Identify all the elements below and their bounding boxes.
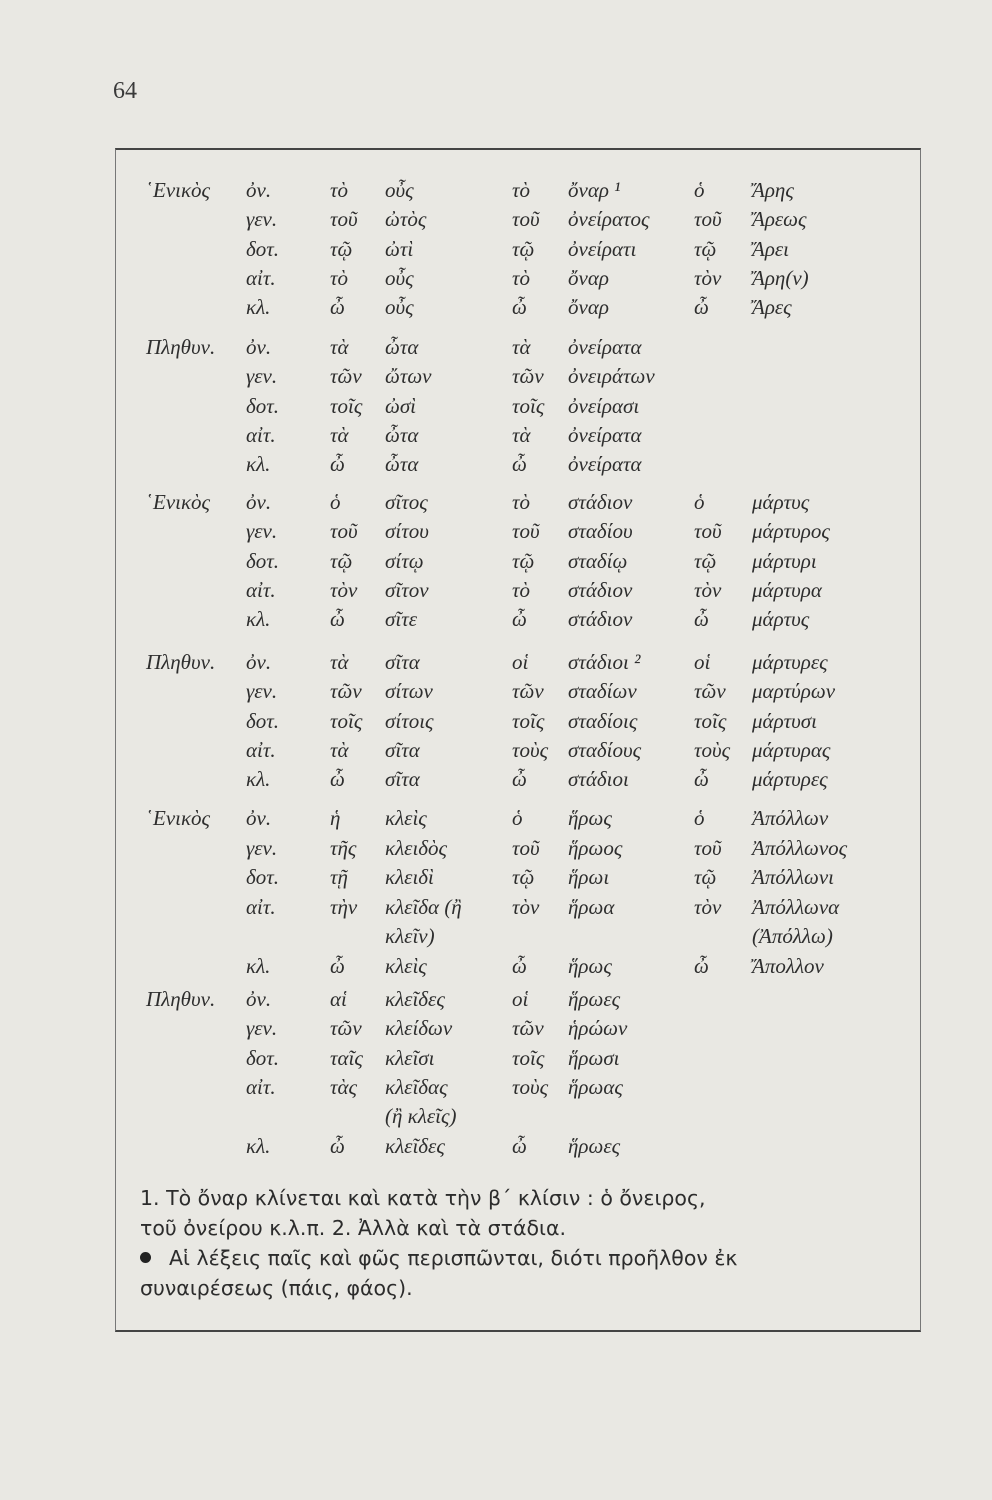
cell-noun1: σῖτα [385,650,420,674]
cell-noun1: κλεῖδες [385,1134,445,1158]
cell-art3: ὁ [694,178,705,202]
cell-noun2: ἥρωος [568,836,623,860]
cell-case: γεν. [246,1016,278,1040]
cell-art1: τοῦ [330,207,358,231]
cell-noun2: ἥρωες [568,1134,621,1158]
cell-noun2: σταδίῳ [568,549,628,573]
cell-case: δοτ. [246,394,280,418]
cell-art2: τοῦ [512,836,540,860]
cell-noun1: (ἢ κλεῖς) [385,1104,457,1128]
cell-art2: τῶν [512,364,544,388]
cell-art2: τὸ [512,490,531,514]
cell-art3: τοῦ [694,836,722,860]
cell-noun3: Ἄρες [752,295,792,319]
cell-art2: ὦ [512,954,527,978]
cell-noun1: σίτῳ [385,549,424,573]
cell-art2: τοὺς [512,738,549,762]
cell-art2: ὦ [512,1134,527,1158]
footnote-note-line-1 [140,1243,900,1273]
cell-label: Πληθυν. [146,987,216,1011]
cell-art2: τοῖς [512,1046,545,1070]
cell-art2: ὦ [512,295,527,319]
cell-noun1: οὖς [385,266,414,290]
cell-art2: τῷ [512,237,535,261]
cell-art3: τοῖς [694,709,727,733]
cell-noun2: στάδιοι ² [568,650,641,674]
cell-case: γεν. [246,519,278,543]
cell-noun2: ἥρωα [568,895,615,919]
cell-noun2: ὄναρ [568,266,609,290]
footnotes [140,1183,900,1303]
cell-art2: τὰ [512,423,531,447]
cell-noun1: σίτων [385,679,433,703]
footnote-note-line-2: συναιρέσεως (πάις, φάος). [140,1276,413,1300]
cell-art2: τῶν [512,1016,544,1040]
cell-noun2: ὀνείρατα [568,423,642,447]
cell-noun1: κλεῖν) [385,924,435,948]
cell-art1: ὁ [330,490,341,514]
cell-art2: τῷ [512,865,535,889]
cell-art2: τοῦ [512,207,540,231]
cell-case: δοτ. [246,1046,280,1070]
cell-noun3: Ἀπόλλων [752,806,829,830]
cell-noun3: μαρτύρων [752,679,836,703]
cell-art1: ταῖς [330,1046,363,1070]
cell-noun1: κλείδων [385,1016,453,1040]
cell-case: αἰτ. [246,895,276,919]
cell-art3: ὦ [694,954,709,978]
cell-art2: ὁ [512,806,523,830]
cell-noun2: ὄναρ ¹ [568,178,621,202]
cell-noun2: στάδιοι [568,767,629,791]
cell-art3: τὸν [694,266,722,290]
cell-noun1: κλεῖδα (ἢ [385,895,462,919]
cell-noun3: Ἀπόλλωνι [752,865,835,889]
cell-art1: τῶν [330,364,362,388]
cell-noun1: σῖτε [385,607,417,631]
cell-noun3: Ἀπόλλωνα [752,895,840,919]
cell-art1: τοῦ [330,519,358,543]
cell-noun1: κλειδὶ [385,865,434,889]
cell-noun1: οὖς [385,178,414,202]
cell-noun2: ὀνείρατα [568,452,642,476]
cell-noun1: σίτου [385,519,429,543]
cell-art3: τοὺς [694,738,731,762]
cell-noun1: ὠτὶ [385,237,414,261]
cell-noun1: ὦτα [385,335,419,359]
cell-noun3: μάρτυς [752,490,810,514]
cell-case: κλ. [246,954,271,978]
cell-label: Πληθυν. [146,650,216,674]
cell-art2: τοῦ [512,519,540,543]
cell-art1: ὦ [330,954,345,978]
cell-noun1: κλεὶς [385,806,427,830]
cell-case: κλ. [246,295,271,319]
cell-art1: τὰ [330,423,349,447]
cell-noun3: Ἄπολλον [752,954,824,978]
cell-art1: τῇ [330,865,348,889]
cell-art1: ὦ [330,1134,345,1158]
cell-noun1: σίτοις [385,709,434,733]
cell-case: ὀν. [246,335,272,359]
cell-art3: τῶν [694,679,726,703]
cell-case: κλ. [246,452,271,476]
cell-art2: τὸν [512,895,540,919]
cell-noun2: ἥρωσι [568,1046,620,1070]
cell-art1: τοῖς [330,394,363,418]
cell-case: ὀν. [246,806,272,830]
cell-art1: ὦ [330,767,345,791]
cell-case: ὀν. [246,178,272,202]
cell-noun3: (Ἀπόλλω) [752,924,833,948]
cell-noun1: σῖτον [385,578,429,602]
cell-art1: τοῖς [330,709,363,733]
cell-case: δοτ. [246,549,280,573]
cell-noun2: ἥρως [568,954,612,978]
cell-art2: τῶν [512,679,544,703]
cell-case: δοτ. [246,237,280,261]
cell-art3: ὦ [694,295,709,319]
cell-noun3: Ἀπόλλωνος [752,836,848,860]
cell-art2: ὦ [512,452,527,476]
cell-noun2: ὀνείρατα [568,335,642,359]
cell-case: αἰτ. [246,266,276,290]
cell-noun2: στάδιον [568,490,633,514]
cell-noun3: Ἄρης [752,178,794,202]
cell-noun2: ὀνείρασι [568,394,640,418]
cell-case: ὀν. [246,490,272,514]
cell-art1: τῷ [330,237,353,261]
cell-case: δοτ. [246,709,280,733]
cell-art1: τὸ [330,178,349,202]
cell-art1: αἱ [330,987,347,1011]
cell-noun1: οὖς [385,295,414,319]
cell-noun3: μάρτυρας [752,738,831,762]
cell-art3: τοῦ [694,519,722,543]
cell-case: γεν. [246,207,278,231]
cell-art3: τὸν [694,895,722,919]
cell-art3: ὁ [694,490,705,514]
cell-art1: τῷ [330,549,353,573]
cell-art2: τοῖς [512,394,545,418]
cell-art2: τοὺς [512,1075,549,1099]
cell-art1: τῶν [330,1016,362,1040]
cell-label: ῾Ενικὸς [146,806,211,830]
cell-case: γεν. [246,679,278,703]
cell-noun2: στάδιον [568,607,633,631]
cell-noun2: ἥρωας [568,1075,623,1099]
cell-art1: ὦ [330,607,345,631]
cell-noun3: μάρτυρες [752,767,828,791]
cell-art3: τοῦ [694,207,722,231]
cell-noun2: ἥρωες [568,987,621,1011]
cell-noun1: ὠτὸς [385,207,427,231]
cell-noun3: Ἄρη(ν) [752,266,809,290]
cell-noun1: σῖτα [385,738,420,762]
cell-art3: οἱ [694,650,711,674]
cell-noun1: κλεῖδες [385,987,445,1011]
cell-art3: ὦ [694,607,709,631]
cell-noun1: σῖτα [385,767,420,791]
cell-art2: οἱ [512,650,529,674]
cell-art2: τὸ [512,266,531,290]
cell-art1: τὴν [330,895,358,919]
cell-case: ὀν. [246,650,272,674]
cell-art2: τὸ [512,178,531,202]
page-number: 64 [113,78,137,104]
cell-noun2: ὀνείρατος [568,207,650,231]
footnote-line-1: 1. Τὸ ὄναρ κλίνεται καὶ κατὰ τὴν β΄ κλίσιν : ὁ ὄνειρος, [140,1186,706,1210]
cell-noun1: σῖτος [385,490,428,514]
footnote-line-2: τοῦ ὀνείρου κ.λ.π. 2. Ἀλλὰ καὶ τὰ στάδια. [140,1216,566,1240]
cell-art2: οἱ [512,987,529,1011]
cell-art3: τῷ [694,549,717,573]
cell-label: ῾Ενικὸς [146,178,211,202]
cell-art2: τοῖς [512,709,545,733]
cell-case: αἰτ. [246,423,276,447]
cell-art1: τὰ [330,738,349,762]
cell-art2: τῷ [512,549,535,573]
cell-art2: ὦ [512,767,527,791]
cell-art1: ἡ [330,806,341,830]
cell-art3: ὦ [694,767,709,791]
cell-art2: τὸ [512,578,531,602]
cell-noun3: μάρτυρι [752,549,817,573]
cell-noun2: σταδίων [568,679,637,703]
cell-noun1: κλεῖδας [385,1075,448,1099]
cell-noun2: ἥρωι [568,865,610,889]
cell-art3: τῷ [694,865,717,889]
cell-case: ὀν. [246,987,272,1011]
cell-art1: ὦ [330,295,345,319]
cell-art1: τῆς [330,836,357,860]
cell-case: δοτ. [246,865,280,889]
bullet-icon [140,1252,151,1263]
cell-noun1: κλεὶς [385,954,427,978]
cell-noun2: ὀνείρατι [568,237,637,261]
cell-art3: τὸν [694,578,722,602]
cell-noun3: Ἄρει [752,237,790,261]
cell-noun3: μάρτυρος [752,519,830,543]
cell-art1: τὰ [330,335,349,359]
cell-noun1: κλειδὸς [385,836,448,860]
cell-art3: ὁ [694,806,705,830]
note-text: Αἱ λέξεις παῖς καὶ φῶς περισπῶνται, διότι προῆλθον ἐκ [169,1246,738,1270]
cell-art3: τῷ [694,237,717,261]
cell-case: αἰτ. [246,738,276,762]
cell-noun2: ἡρώων [568,1016,628,1040]
cell-case: γεν. [246,836,278,860]
cell-case: αἰτ. [246,578,276,602]
cell-noun1: ὠσὶ [385,394,417,418]
cell-noun2: ὄναρ [568,295,609,319]
cell-case: αἰτ. [246,1075,276,1099]
cell-art1: τὸν [330,578,358,602]
cell-case: κλ. [246,607,271,631]
cell-noun1: κλεῖσι [385,1046,435,1070]
cell-art2: ὦ [512,607,527,631]
cell-noun3: μάρτυρα [752,578,822,602]
cell-case: κλ. [246,1134,271,1158]
cell-noun3: μάρτυσι [752,709,817,733]
cell-art1: τὸ [330,266,349,290]
cell-art1: τὰς [330,1075,358,1099]
cell-case: γεν. [246,364,278,388]
cell-art1: ὦ [330,452,345,476]
cell-noun2: σταδίους [568,738,642,762]
cell-noun1: ὤτων [385,364,432,388]
cell-noun2: σταδίου [568,519,633,543]
cell-noun2: ἥρως [568,806,612,830]
cell-noun2: σταδίοις [568,709,638,733]
cell-art2: τὰ [512,335,531,359]
cell-noun2: ὀνειράτων [568,364,655,388]
cell-noun3: μάρτυς [752,607,810,631]
cell-art1: τὰ [330,650,349,674]
cell-art1: τῶν [330,679,362,703]
cell-label: Πληθυν. [146,335,216,359]
cell-noun3: μάρτυρες [752,650,828,674]
cell-noun2: στάδιον [568,578,633,602]
cell-case: κλ. [246,767,271,791]
cell-noun1: ὦτα [385,423,419,447]
cell-noun3: Ἄρεως [752,207,807,231]
cell-noun1: ὦτα [385,452,419,476]
cell-label: ῾Ενικὸς [146,490,211,514]
